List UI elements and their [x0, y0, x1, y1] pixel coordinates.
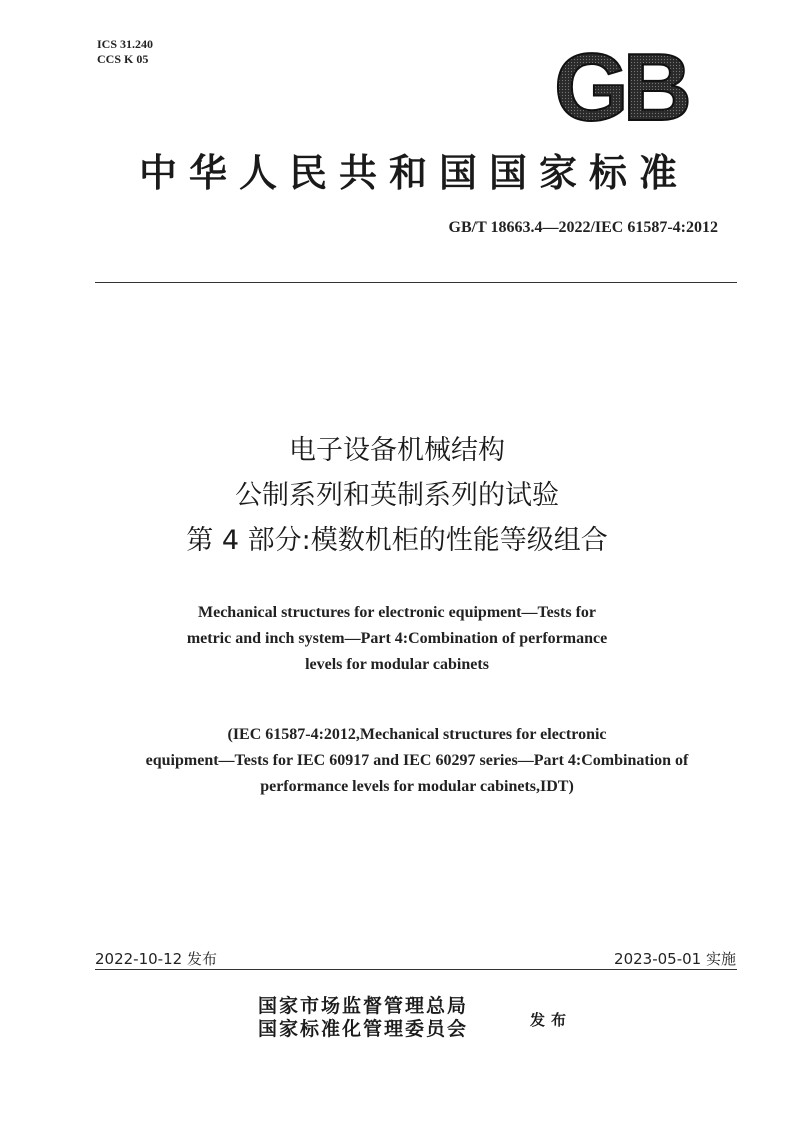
- english-title: [0, 600, 794, 678]
- issue-date: 2022-10-12 发布: [95, 950, 217, 968]
- ccs-code: CCS K 05: [97, 52, 149, 66]
- iec-note-line-3: performance levels for modular cabinets,IDT): [260, 778, 574, 795]
- chinese-title-line-3: 第 4 部分:模数机柜的性能等级组合: [186, 525, 608, 556]
- gb-logo-text: GB: [554, 46, 686, 128]
- classification-codes: [97, 37, 153, 67]
- issuer-2: 国家标准化管理委员会: [258, 1018, 469, 1040]
- english-title-line-2: metric and inch system—Part 4:Combination of performance: [186, 630, 608, 647]
- issuer-1: 国家市场监督管理总局: [258, 995, 469, 1017]
- chinese-title-line-2: 公制系列和英制系列的试验: [235, 480, 559, 511]
- iec-equivalence-note: [60, 722, 774, 800]
- iec-note-line-1: (IEC 61587-4:2012,Mechanical structures for electronic: [227, 726, 607, 743]
- bottom-divider: [95, 969, 737, 970]
- top-divider: [95, 282, 737, 283]
- ics-code: ICS 31.240: [97, 37, 154, 51]
- english-title-line-3: levels for modular cabinets: [305, 656, 489, 673]
- iec-note-line-2: equipment—Tests for IEC 60917 and IEC 60297 series—Part 4:Combination of: [145, 752, 689, 769]
- standard-number: GB/T 18663.4—2022/IEC 61587-4:2012: [448, 219, 718, 236]
- chinese-title: [0, 428, 794, 563]
- gb-logo: [540, 46, 700, 128]
- publish-label: 发布: [530, 1011, 573, 1029]
- issuing-authorities: [258, 995, 468, 1041]
- english-title-line-1: Mechanical structures for electronic equipment—Tests for: [197, 604, 596, 621]
- national-standard-title: 中华人民共和国国家标准: [138, 150, 689, 195]
- implementation-date: 2023-05-01 实施: [614, 950, 736, 968]
- chinese-title-line-1: 电子设备机械结构: [289, 435, 505, 466]
